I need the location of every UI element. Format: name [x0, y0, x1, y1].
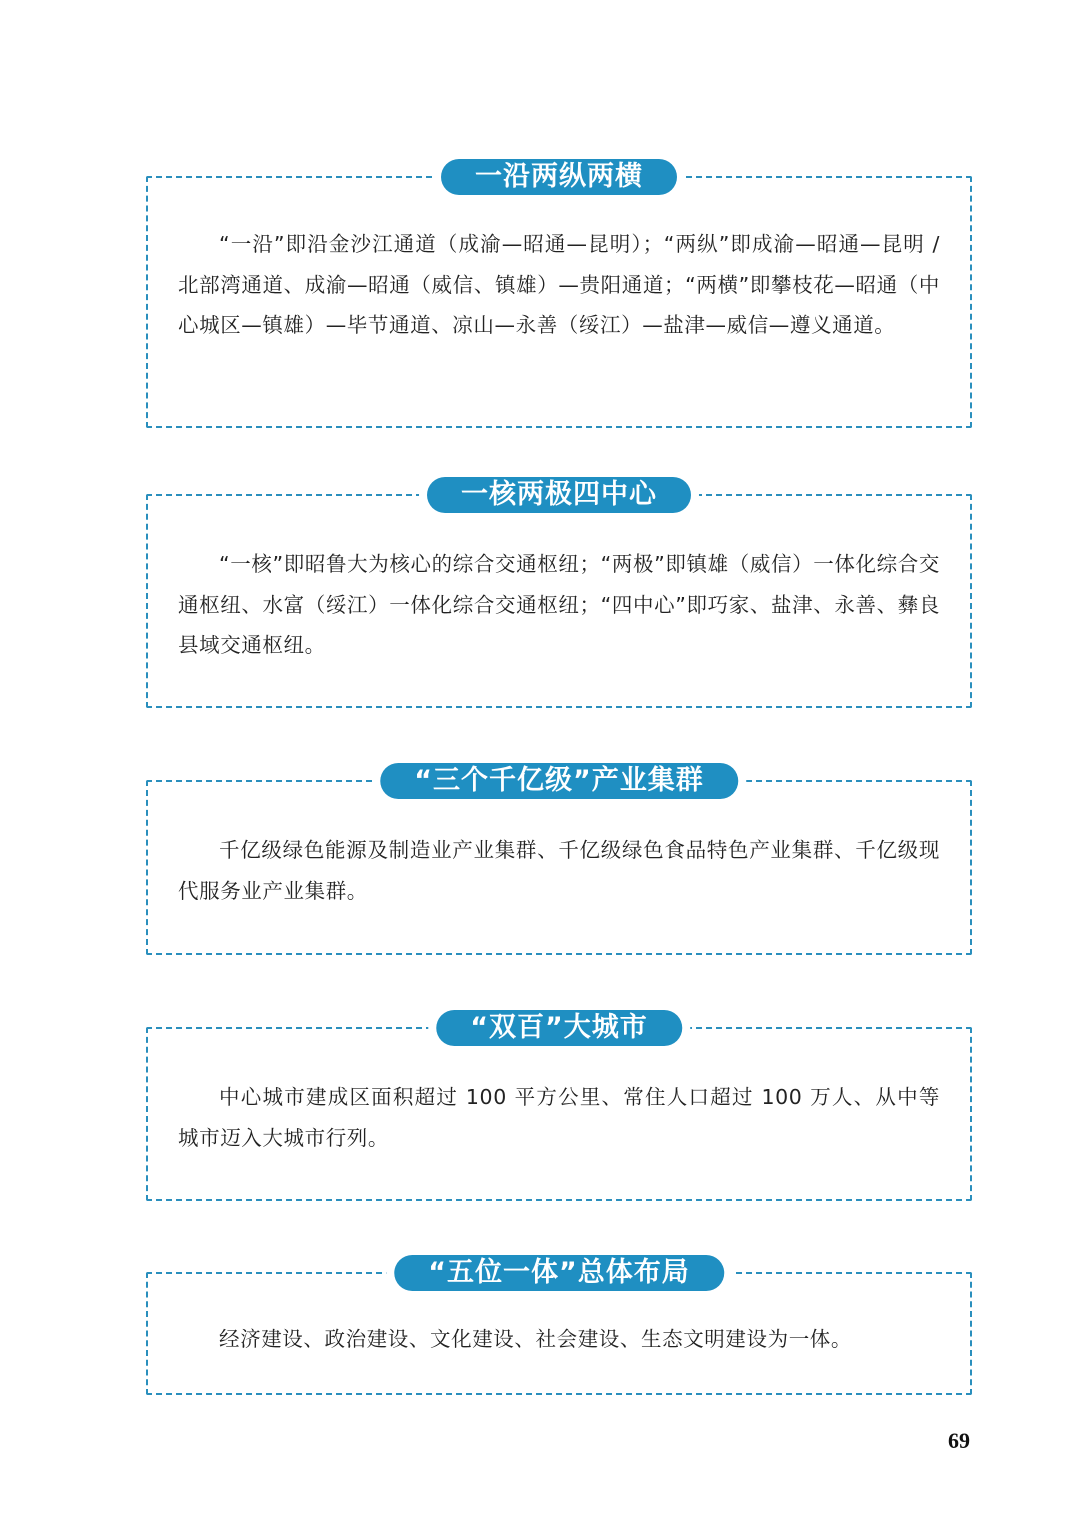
section-box-1	[146, 161, 972, 428]
section-title-3: “三个千亿级”产业集群	[380, 763, 738, 799]
section-box-4	[146, 1012, 972, 1201]
section-title-4: “双百”大城市	[436, 1010, 682, 1046]
section-text-3: 千亿级绿色能源及制造业产业集群、千亿级绿色食品特色产业集群、千亿级现代服务业产业集群。	[178, 838, 940, 903]
section-box-3	[146, 765, 972, 955]
section-text-2: “一核”即昭鲁大为核心的综合交通枢纽；“两极”即镇雄（威信）一体化综合交通枢纽、水富（绥江）一体化综合交通枢纽；“四中心”即巧家、盐津、永善、彝良县域交通枢纽。	[178, 552, 940, 657]
section-text-4: 中心城市建成区面积超过 100 平方公里、常住人口超过 100 万人、从中等城市迈入大城市行列。	[178, 1085, 940, 1150]
section-box-2	[146, 479, 972, 708]
section-title-1: 一沿两纵两横	[441, 159, 677, 195]
section-text-1: “一沿”即沿金沙江通道（成渝—昭通—昆明）；“两纵”即成渝—昭通—昆明 / 北部湾通道、成渝—昭通（威信、镇雄）—贵阳通道；“两横”即攀枝花—昭通（中心城区—镇雄）—毕节通道、凉山—永善（绥江）—盐津—威信—遵义通道。	[178, 232, 940, 337]
section-title-5: “五位一体”总体布局	[394, 1255, 724, 1291]
section-box-5	[146, 1257, 972, 1395]
section-text-5: 经济建设、政治建设、文化建设、社会建设、生态文明建设为一体。	[219, 1327, 852, 1351]
page-number: 69	[948, 1428, 970, 1453]
section-title-2: 一核两极四中心	[427, 477, 691, 513]
